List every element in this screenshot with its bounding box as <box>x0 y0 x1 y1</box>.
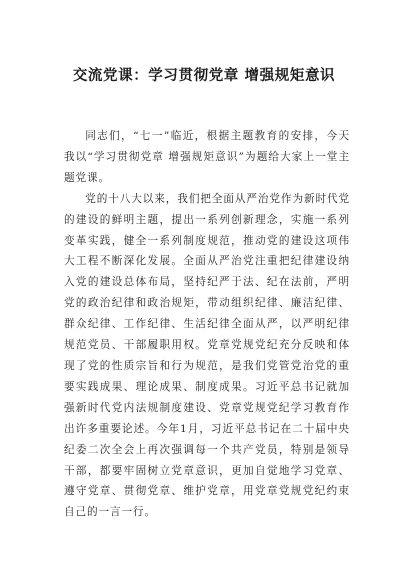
paragraph-main: 党的十八大以来，我们把全面从严治党作为新时代党的建设的鲜明主题，提出一系列创新理念，实施一系列变革实践，健全一系列制度规范，推动党的建设这项伟大工程不断深化发展。全面从严治党注重把纪律建设纳入党的建设总体布局，坚持纪严于法、纪在法前，严明党的政治纪律和政治规矩，带动组织纪律、廉洁纪律、群众纪律、工作纪律、生活纪律全面从严，以严明纪律规范党员、干部履职用权。党章党规党纪充分反映和体现了党的性质宗旨和行为规范，是我们党管党治党的重要实践成果、理论成果、制度成果。习近平总书记就加强新时代党内法规制度建设、党章党规党纪学习教育作出许多重要论述。今年1月，习近平总书记在二十届中央纪委二次全会上再次强调每一个共产党员，特别是领导干部，都要牢固树立党章意识，更加自觉地学习党章、遵守党章、贯彻党章、维护党章，用党章党规党纪约束自己的一言一行。 <box>64 192 350 519</box>
document-title: 交流党课：学习贯彻党章 增强规矩意识 <box>72 68 336 84</box>
document-body <box>64 126 350 523</box>
paragraph-intro: 同志们，“七一”临近，根据主题教育的安排，今天我以“学习贯彻党章 增强规矩意识”为题给大家上一堂主题党课。 <box>64 130 350 184</box>
